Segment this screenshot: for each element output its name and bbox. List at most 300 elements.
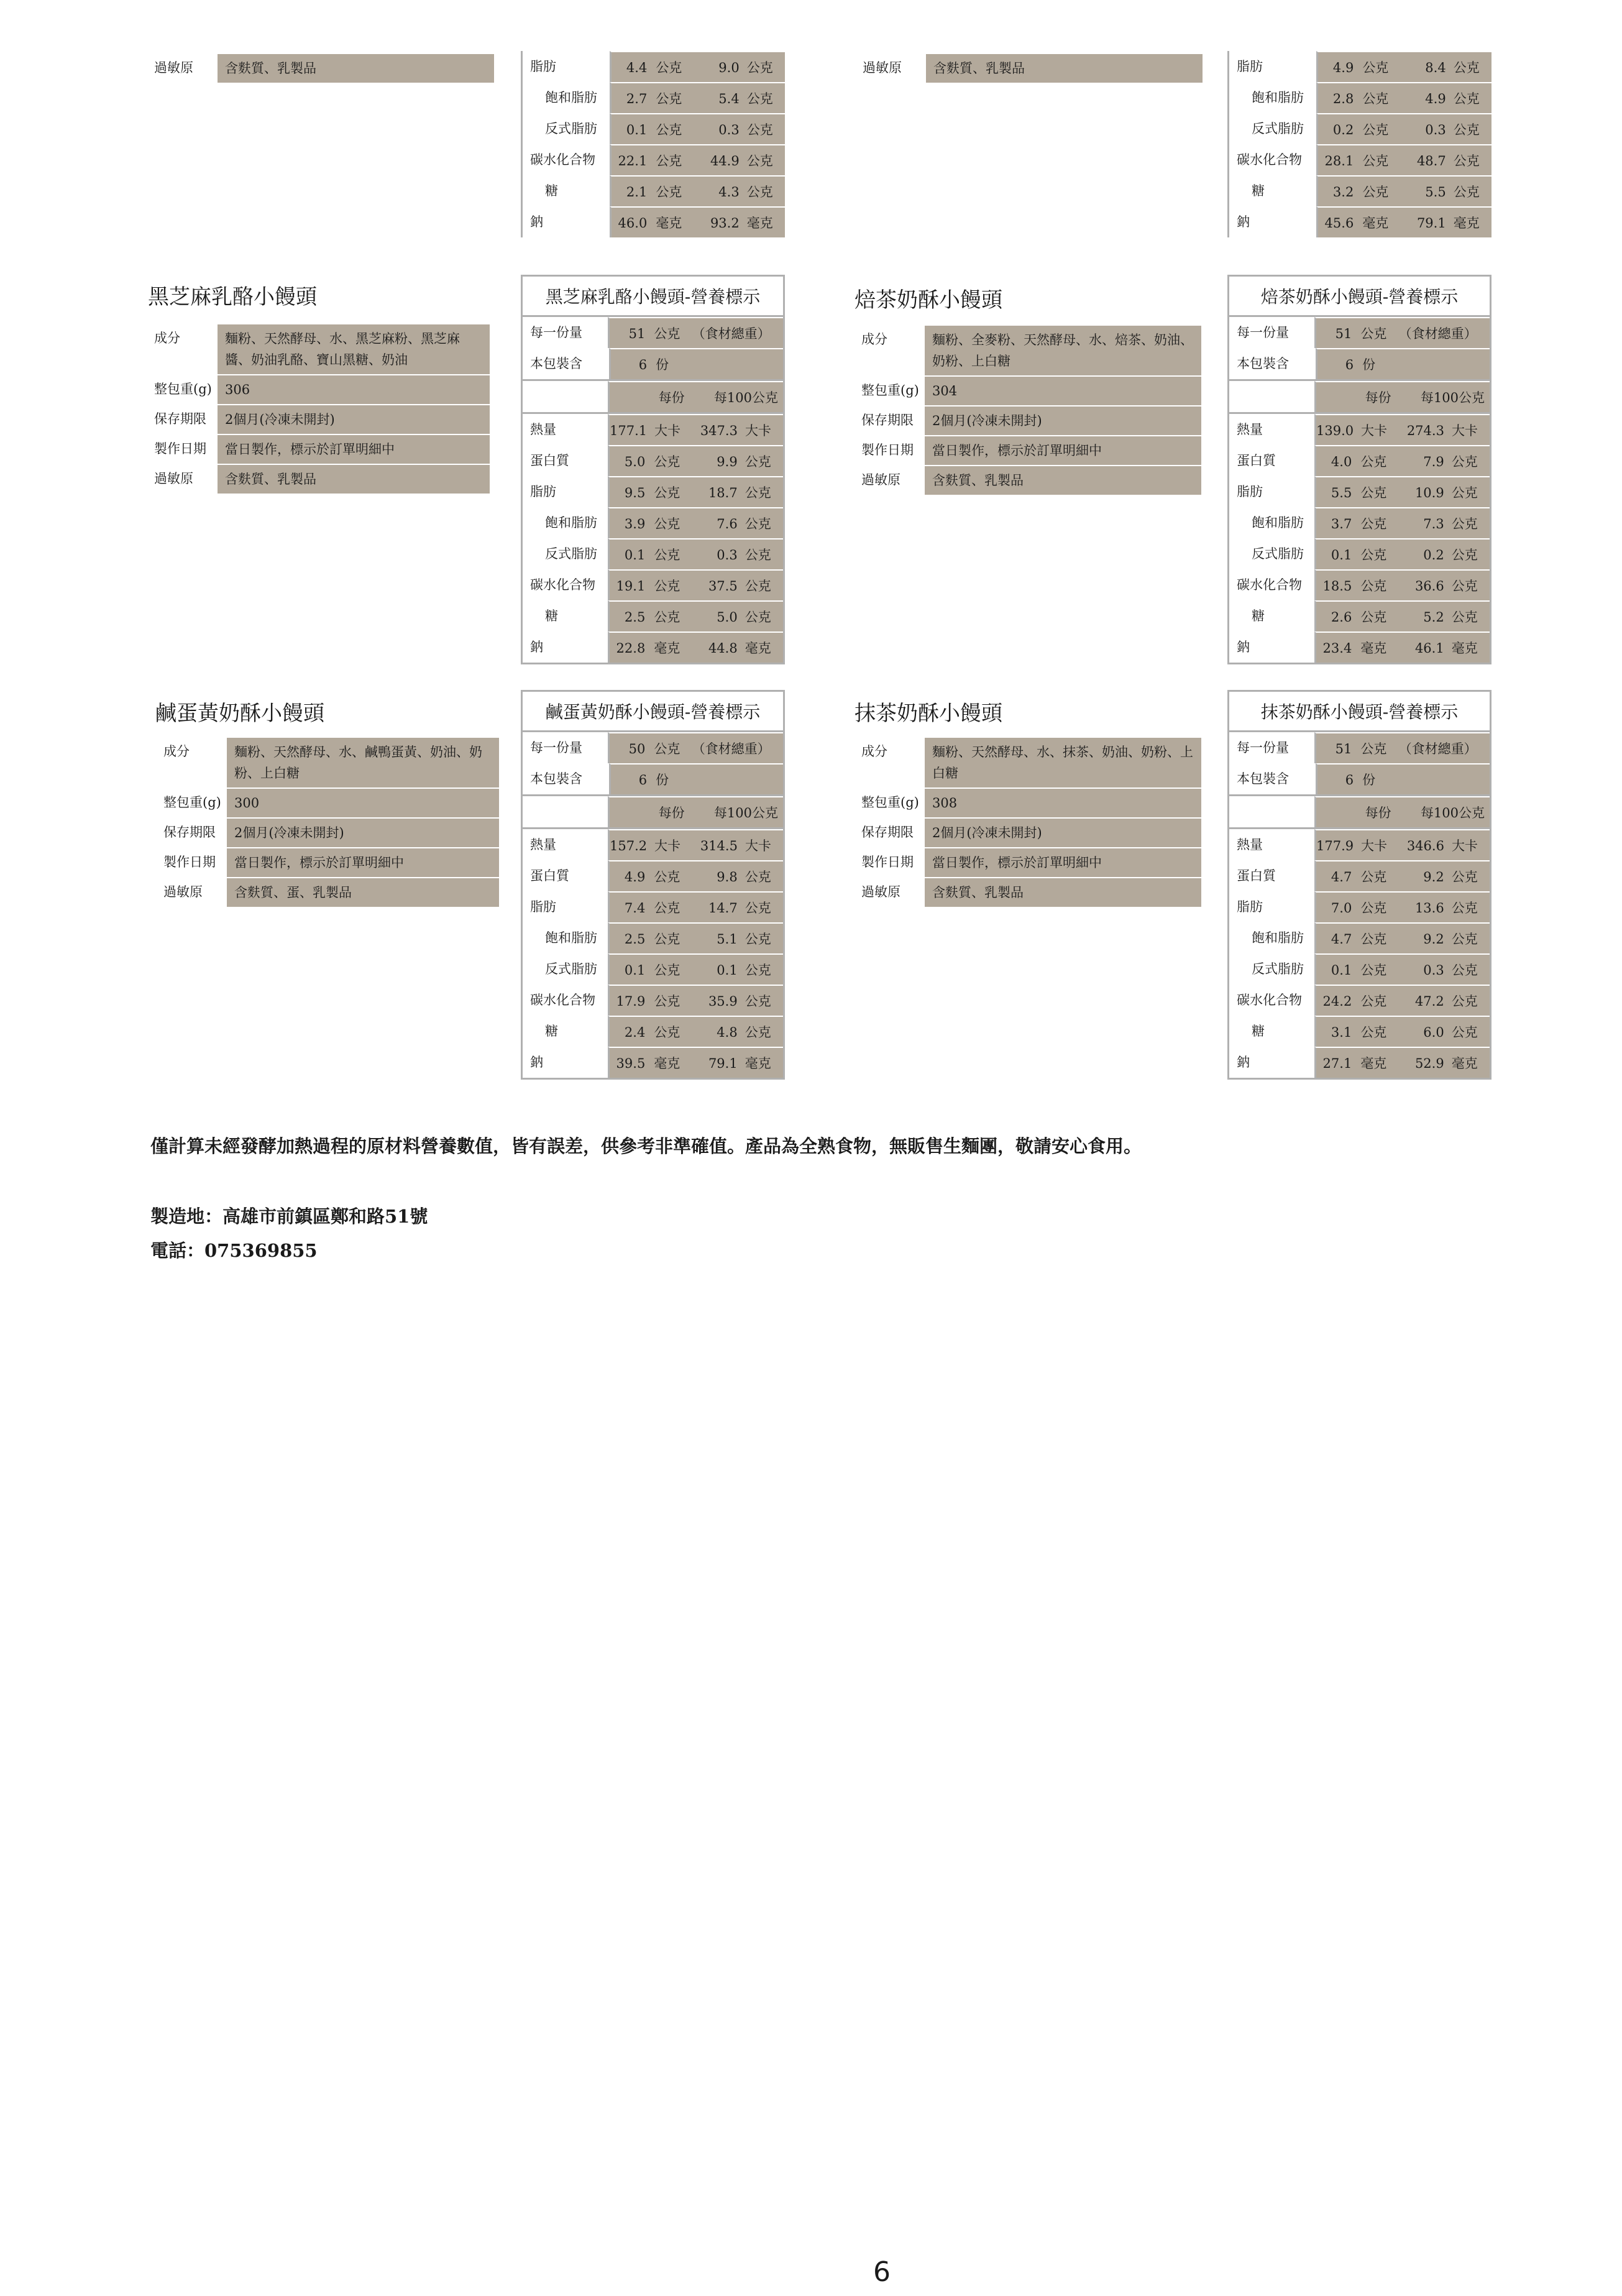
nutrient-label: 熱量 (530, 837, 556, 852)
info-row (158, 788, 499, 817)
nutrition-title: 抹茶奶酥小饅頭-營養標示 (1229, 692, 1490, 732)
nutrition-title: 焙茶奶酥小饅頭-營養標示 (1229, 277, 1490, 317)
nutrient-label: 脂肪 (530, 899, 556, 914)
nutrient-label: 反式脂肪 (545, 546, 597, 561)
nutrient-label: 鈉 (530, 214, 543, 229)
nutrient-label: 鈉 (530, 1055, 543, 1070)
per-serving-value: 5.5 (1331, 485, 1352, 500)
serving-unit: 公克 (654, 742, 680, 756)
info-value: 含麩質、乳製品 (925, 465, 1201, 495)
per-serving-value: 19.1 (616, 579, 646, 594)
per-100g-value: 5.2 (1423, 610, 1444, 625)
per-serving-value: 7.0 (1331, 901, 1352, 916)
per-serving-unit: 公克 (1362, 122, 1389, 137)
info-row (149, 374, 490, 404)
per-serving-unit: 公克 (1360, 901, 1387, 916)
per-100g-unit: 大卡 (1451, 423, 1478, 438)
nutrient-label: 脂肪 (1237, 59, 1263, 74)
per-serving-value: 39.5 (616, 1056, 646, 1071)
info-label: 成分 (861, 744, 887, 759)
per-100g-unit: 公克 (746, 154, 773, 168)
nutrient-label: 熱量 (1237, 422, 1263, 437)
per-serving-unit: 公克 (654, 994, 680, 1009)
per-serving-value: 0.1 (1331, 963, 1352, 978)
per-serving-value: 7.4 (624, 901, 646, 916)
info-label: 過敏原 (163, 884, 203, 899)
per-100g-value: 5.4 (718, 91, 740, 106)
per-100g-unit: 公克 (1453, 185, 1480, 200)
manufacturer-address: 製造地：高雄市前鎮區鄭和路51號 (150, 1206, 428, 1227)
per-serving-unit: 公克 (1360, 1025, 1387, 1040)
nutrient-label: 飽和脂肪 (1252, 930, 1304, 945)
nutrition-row (523, 51, 785, 82)
nutrient-label: 蛋白質 (530, 453, 569, 468)
per-100g-unit: 公克 (1451, 901, 1478, 916)
serving-note: （食材總重） (692, 742, 771, 756)
info-label: 整包重(g) (861, 383, 919, 398)
per-100g-value: 9.2 (1423, 932, 1444, 947)
info-label: 製作日期 (861, 855, 914, 870)
nutrition-row (1229, 538, 1490, 569)
info-label: 過敏原 (154, 471, 193, 486)
per-serving-unit: 公克 (1360, 579, 1387, 594)
column-header-row (1229, 379, 1490, 414)
nutrition-row (523, 891, 783, 922)
info-row (856, 465, 1201, 495)
nutrition-row (1229, 206, 1491, 237)
per-100g-unit: 大卡 (1451, 838, 1478, 853)
per-serving-unit: 公克 (1360, 932, 1387, 947)
per-100g-header: 每100公克 (713, 806, 778, 820)
per-serving-value: 139.0 (1316, 423, 1354, 438)
nutrition-row (1229, 175, 1491, 206)
info-row (856, 435, 1201, 465)
product-info (856, 324, 1201, 495)
info-value: 300 (227, 788, 499, 817)
per-serving-unit: 公克 (1362, 185, 1389, 200)
info-row (149, 404, 490, 434)
nutrition-row (1229, 507, 1490, 538)
serving-value: 51 (1335, 326, 1352, 341)
info-value: 304 (925, 375, 1201, 405)
serving-label: 每一份量 (530, 325, 582, 340)
per-100g-value: 46.1 (1414, 641, 1444, 656)
page-number: 6 (873, 2256, 891, 2288)
per-100g-unit: 公克 (745, 610, 771, 625)
per-100g-unit: 公克 (745, 485, 771, 500)
per-serving-value: 27.1 (1322, 1056, 1352, 1071)
nutrition-row (523, 829, 783, 860)
per-serving-value: 9.5 (624, 485, 646, 500)
nutrient-label: 糖 (1252, 608, 1265, 623)
nutrition-row (523, 1047, 783, 1078)
per-serving-value: 23.4 (1322, 641, 1352, 656)
serving-label: 每一份量 (530, 740, 582, 755)
pack-unit: 份 (656, 773, 669, 788)
per-serving-value: 22.1 (618, 154, 648, 168)
per-100g-value: 8.4 (1425, 60, 1446, 75)
info-value: 當日製作，標示於訂單明細中 (218, 434, 490, 464)
per-100g-unit: 公克 (1451, 485, 1478, 500)
pack-unit: 份 (1362, 357, 1376, 372)
per-100g-value: 7.6 (717, 517, 738, 531)
per-serving-value: 22.8 (616, 641, 646, 656)
serving-row (1229, 317, 1490, 348)
info-row (856, 405, 1201, 435)
per-100g-value: 9.9 (717, 454, 738, 469)
per-100g-value: 0.1 (717, 963, 738, 978)
per-100g-unit: 公克 (746, 60, 773, 75)
allergen-value: 含麩質、乳製品 (218, 53, 494, 83)
info-label: 過敏原 (861, 884, 900, 899)
per-100g-unit: 毫克 (746, 216, 773, 231)
info-label: 保存期限 (861, 413, 914, 428)
product-info (158, 737, 499, 907)
pack-label: 本包裝含 (530, 356, 582, 371)
info-row (149, 434, 490, 464)
info-value: 2個月(冷凍未開封) (218, 404, 490, 434)
per-serving-unit: 公克 (1360, 548, 1387, 563)
nutrient-label: 反式脂肪 (1252, 962, 1304, 976)
info-value: 2個月(冷凍未開封) (227, 817, 499, 847)
nutrient-label: 蛋白質 (1237, 868, 1276, 883)
info-row (856, 877, 1201, 907)
per-100g-unit: 公克 (1451, 610, 1478, 625)
nutrient-label: 熱量 (530, 422, 556, 437)
top-left-allergen (149, 53, 494, 83)
product-title: 抹茶奶酥小饅頭 (855, 701, 1002, 726)
top-right-allergen (858, 53, 1203, 83)
per-serving-unit: 大卡 (654, 423, 680, 438)
per-100g-unit: 公克 (745, 994, 771, 1009)
nutrient-label: 飽和脂肪 (545, 515, 597, 530)
per-100g-unit: 公克 (746, 91, 773, 106)
allergen-label: 過敏原 (154, 60, 193, 75)
per-serving-unit: 毫克 (1362, 216, 1389, 231)
pack-row (1229, 348, 1490, 379)
info-row (856, 847, 1201, 877)
pack-value: 6 (1345, 357, 1354, 372)
info-row (149, 464, 490, 494)
info-row (856, 375, 1201, 405)
per-serving-value: 3.7 (1331, 517, 1352, 531)
nutrient-label: 飽和脂肪 (1252, 515, 1304, 530)
nutrition-row (1229, 922, 1490, 953)
per-serving-value: 4.7 (1331, 870, 1352, 884)
nutrient-label: 碳水化合物 (530, 993, 595, 1008)
nutrient-label: 反式脂肪 (545, 121, 597, 136)
serving-value: 51 (628, 326, 646, 341)
per-serving-value: 28.1 (1324, 154, 1354, 168)
per-100g-value: 274.3 (1406, 423, 1444, 438)
allergen-value: 含麩質、乳製品 (926, 53, 1203, 83)
per-100g-unit: 公克 (1451, 454, 1478, 469)
per-100g-value: 10.9 (1414, 485, 1444, 500)
info-row (158, 817, 499, 847)
column-header-row (523, 379, 783, 414)
per-serving-header: 每份 (1365, 806, 1391, 820)
per-100g-value: 347.3 (700, 423, 738, 438)
nutrition-table (521, 275, 785, 664)
per-100g-header: 每100公克 (1420, 390, 1485, 405)
per-serving-unit: 公克 (654, 870, 680, 884)
nutrition-table (521, 690, 785, 1080)
disclaimer-text: 僅計算未經發酵加熱過程的原材料營養數值，皆有誤差，供參考非準確值。產品為全熟食物，無販售生麵團，敬請安心食用。 (150, 1136, 1142, 1157)
per-serving-value: 2.4 (624, 1025, 646, 1040)
per-serving-unit: 公克 (1360, 963, 1387, 978)
pack-row (523, 348, 783, 379)
per-serving-unit: 公克 (656, 60, 682, 75)
nutrient-label: 飽和脂肪 (545, 90, 597, 105)
pack-label: 本包裝含 (1237, 356, 1289, 371)
pack-label: 本包裝含 (1237, 771, 1289, 786)
per-100g-value: 314.5 (700, 838, 738, 853)
per-serving-value: 24.2 (1322, 994, 1352, 1009)
per-serving-unit: 公克 (656, 122, 682, 137)
info-label: 過敏原 (861, 472, 900, 487)
per-serving-value: 2.8 (1332, 91, 1354, 106)
per-100g-value: 4.8 (717, 1025, 738, 1040)
nutrition-row (523, 953, 783, 985)
per-100g-unit: 大卡 (745, 423, 771, 438)
nutrition-row (523, 144, 785, 175)
info-label: 成分 (154, 331, 180, 346)
per-100g-value: 0.3 (1423, 963, 1444, 978)
per-serving-unit: 公克 (654, 901, 680, 916)
per-100g-unit: 大卡 (745, 838, 771, 853)
info-row (856, 817, 1201, 847)
serving-value: 50 (628, 742, 646, 756)
nutrition-row (1229, 144, 1491, 175)
per-100g-unit: 公克 (1453, 122, 1480, 137)
nutrient-label: 糖 (545, 183, 558, 198)
info-value: 含麩質、蛋、乳製品 (227, 877, 499, 907)
per-serving-value: 3.2 (1332, 185, 1354, 200)
nutrition-row (1229, 953, 1490, 985)
per-serving-unit: 毫克 (656, 216, 682, 231)
per-100g-unit: 毫克 (1453, 216, 1480, 231)
nutrient-label: 糖 (1252, 1024, 1265, 1039)
per-100g-unit: 毫克 (745, 641, 771, 656)
nutrition-row (1229, 113, 1491, 144)
nutrition-row (1229, 476, 1490, 507)
nutrition-row (1229, 82, 1491, 113)
nutrient-label: 鈉 (1237, 214, 1250, 229)
info-label: 製作日期 (154, 441, 206, 456)
per-100g-value: 37.5 (708, 579, 738, 594)
nutrition-row (1229, 414, 1490, 445)
per-100g-value: 7.3 (1423, 517, 1444, 531)
nutrient-label: 碳水化合物 (1237, 577, 1302, 592)
info-row (149, 323, 490, 374)
per-100g-unit: 公克 (746, 122, 773, 137)
per-serving-header: 每份 (658, 806, 685, 820)
serving-row (523, 317, 783, 348)
per-serving-value: 157.2 (610, 838, 648, 853)
product-title: 焙茶奶酥小饅頭 (855, 288, 1002, 313)
nutrition-row (523, 476, 783, 507)
nutrient-label: 碳水化合物 (1237, 993, 1302, 1008)
top-left-nutrition (521, 51, 785, 237)
nutrition-row (1229, 1047, 1490, 1078)
product-info (856, 737, 1201, 907)
per-100g-unit: 公克 (1451, 517, 1478, 531)
info-row (856, 324, 1201, 375)
nutrient-label: 鈉 (1237, 640, 1250, 654)
per-100g-unit: 毫克 (1451, 1056, 1478, 1071)
top-right-nutrition (1227, 51, 1491, 237)
per-serving-unit: 公克 (654, 932, 680, 947)
per-serving-value: 0.1 (626, 122, 648, 137)
info-row (856, 788, 1201, 817)
per-serving-unit: 毫克 (654, 641, 680, 656)
per-100g-value: 44.8 (708, 641, 738, 656)
per-100g-value: 6.0 (1423, 1025, 1444, 1040)
per-serving-value: 0.1 (624, 963, 646, 978)
serving-unit: 公克 (1360, 742, 1387, 756)
nutrition-row (1229, 51, 1491, 82)
per-serving-unit: 公克 (1360, 454, 1387, 469)
per-serving-unit: 公克 (654, 548, 680, 563)
per-serving-unit: 公克 (654, 485, 680, 500)
serving-row (1229, 732, 1490, 763)
per-serving-unit: 毫克 (1360, 1056, 1387, 1071)
per-100g-value: 18.7 (708, 485, 738, 500)
per-100g-unit: 公克 (1453, 91, 1480, 106)
info-value: 當日製作，標示於訂單明細中 (227, 847, 499, 877)
info-value: 麵粉、全麥粉、天然酵母、水、焙茶、奶油、奶粉、上白糖 (925, 324, 1201, 375)
nutrition-row (523, 860, 783, 891)
nutrient-label: 蛋白質 (1237, 453, 1276, 468)
per-serving-value: 2.5 (624, 610, 646, 625)
per-100g-unit: 公克 (1453, 60, 1480, 75)
product-title: 鹹蛋黃奶酥小饅頭 (155, 701, 324, 726)
per-100g-value: 5.1 (717, 932, 738, 947)
per-100g-unit: 公克 (1453, 154, 1480, 168)
nutrition-row (523, 569, 783, 600)
column-header-row (523, 794, 783, 829)
per-serving-unit: 公克 (1360, 870, 1387, 884)
nutrition-row (523, 507, 783, 538)
per-serving-header: 每份 (1365, 390, 1391, 405)
info-value: 306 (218, 374, 490, 404)
serving-note: （食材總重） (1398, 326, 1477, 341)
info-label: 整包重(g) (163, 795, 221, 810)
info-value: 當日製作，標示於訂單明細中 (925, 435, 1201, 465)
nutrient-label: 糖 (545, 608, 558, 623)
per-serving-value: 4.4 (626, 60, 648, 75)
info-label: 整包重(g) (861, 795, 919, 810)
nutrient-label: 反式脂肪 (545, 962, 597, 976)
per-serving-value: 2.1 (626, 185, 648, 200)
per-serving-value: 177.9 (1316, 838, 1354, 853)
nutrition-row (523, 113, 785, 144)
nutrition-row (1229, 891, 1490, 922)
pack-value: 6 (638, 773, 648, 788)
per-100g-unit: 公克 (1451, 579, 1478, 594)
nutrition-table (1227, 690, 1491, 1080)
per-100g-value: 52.9 (1414, 1056, 1444, 1071)
nutrition-title: 黑芝麻乳酪小饅頭-營養標示 (523, 277, 783, 317)
per-100g-value: 9.2 (1423, 870, 1444, 884)
per-100g-unit: 公克 (1451, 548, 1478, 563)
per-serving-value: 0.1 (624, 548, 646, 563)
nutrition-row (523, 1016, 783, 1047)
nutrition-row (523, 538, 783, 569)
info-row (158, 847, 499, 877)
info-row (158, 877, 499, 907)
nutrient-label: 糖 (1252, 183, 1265, 198)
per-serving-unit: 公克 (654, 963, 680, 978)
per-100g-unit: 公克 (745, 454, 771, 469)
product-info (149, 323, 490, 494)
per-100g-value: 9.0 (718, 60, 740, 75)
per-serving-unit: 公克 (656, 185, 682, 200)
per-serving-value: 45.6 (1324, 216, 1354, 231)
info-value: 308 (925, 788, 1201, 817)
per-serving-value: 17.9 (616, 994, 646, 1009)
per-100g-value: 48.7 (1416, 154, 1446, 168)
per-serving-unit: 公克 (1362, 91, 1389, 106)
per-100g-unit: 毫克 (745, 1056, 771, 1071)
per-serving-value: 2.7 (626, 91, 648, 106)
per-serving-value: 3.1 (1331, 1025, 1352, 1040)
info-label: 保存期限 (163, 825, 216, 840)
info-value: 2個月(冷凍未開封) (925, 817, 1201, 847)
per-100g-unit: 公克 (745, 932, 771, 947)
per-100g-header: 每100公克 (1420, 806, 1485, 820)
pack-row (523, 763, 783, 794)
per-serving-unit: 公克 (654, 579, 680, 594)
info-value: 2個月(冷凍未開封) (925, 405, 1201, 435)
serving-note: （食材總重） (1398, 742, 1477, 756)
per-100g-unit: 公克 (745, 1025, 771, 1040)
info-row (856, 737, 1201, 788)
per-100g-value: 0.3 (1425, 122, 1446, 137)
per-serving-unit: 大卡 (1361, 423, 1387, 438)
per-100g-value: 4.9 (1425, 91, 1446, 106)
per-serving-unit: 公克 (654, 1025, 680, 1040)
column-header-row (1229, 794, 1490, 829)
nutrition-row (1229, 1016, 1490, 1047)
nutrition-row (1229, 631, 1490, 663)
per-100g-header: 每100公克 (713, 390, 778, 405)
nutrition-row (523, 600, 783, 631)
nutrition-row (1229, 445, 1490, 476)
info-label: 整包重(g) (154, 382, 212, 397)
per-serving-value: 3.9 (624, 517, 646, 531)
serving-value: 51 (1335, 742, 1352, 756)
per-100g-value: 0.3 (718, 122, 740, 137)
info-value: 麵粉、天然酵母、水、黑芝麻粉、黑芝麻醬、奶油乳酪、寶山黑糖、奶油 (218, 323, 490, 374)
per-100g-unit: 公克 (1451, 994, 1478, 1009)
nutrient-label: 反式脂肪 (1252, 546, 1304, 561)
nutrition-row (523, 445, 783, 476)
allergen-label: 過敏原 (863, 60, 902, 75)
info-label: 成分 (861, 332, 887, 347)
pack-unit: 份 (1362, 773, 1376, 788)
info-label: 製作日期 (861, 443, 914, 457)
nutrition-row (523, 414, 783, 445)
per-serving-unit: 大卡 (654, 838, 680, 853)
per-serving-unit: 公克 (656, 154, 682, 168)
nutrition-title: 鹹蛋黃奶酥小饅頭-營養標示 (523, 692, 783, 732)
serving-label: 每一份量 (1237, 740, 1289, 755)
pack-row (1229, 763, 1490, 794)
info-row (158, 737, 499, 788)
info-value: 麵粉、天然酵母、水、抹茶、奶油、奶粉、上白糖 (925, 737, 1201, 788)
per-serving-value: 2.6 (1331, 610, 1352, 625)
